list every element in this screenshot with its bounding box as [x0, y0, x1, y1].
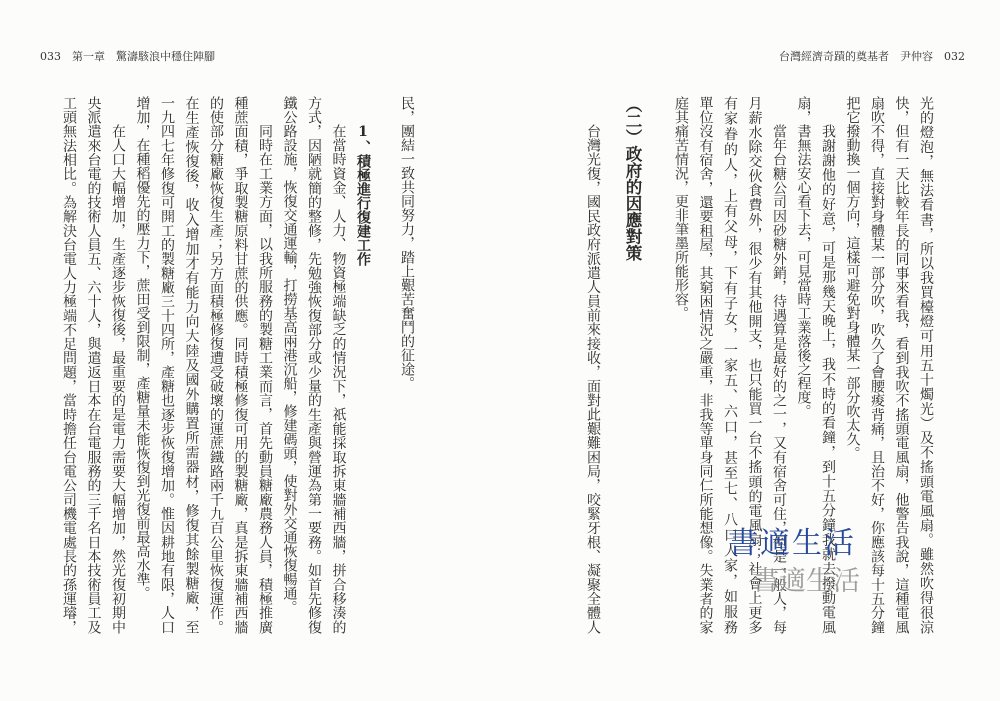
right-page-line: 月薪水除交伙食費外，很少有其他開支，也只能買一台不搖頭的電風扇；社會上更多	[746, 96, 763, 634]
section-heading: （二）政府的因應對策	[623, 96, 642, 261]
left-page-line: 民，團結一致共同努力，踏上艱苦奮鬥的征途。	[399, 96, 415, 390]
left-page-body	[57, 96, 420, 634]
right-page-line: 庭其痛苦情況，更非筆墨所能形容。	[673, 96, 689, 320]
left-page-line: 方式，因陋就簡的整修，先勉強恢復部分或少量的生產與營運為第一要務。如首先修復	[306, 96, 322, 634]
left-page-line: 工頭無法相比。為解決台電人力極端不足問題，當時擔任台電公司機電處長的孫運璿，	[61, 96, 77, 634]
right-page-running-header: 台灣經濟奇蹟的奠基者 尹仲容 032	[779, 50, 965, 63]
left-page-line: 一九四七年修復可開工的製糖廠三十四所，產糖也逐步恢復增加。惟因耕地有限，人口	[159, 96, 175, 634]
watermark-primary: 書適生活	[728, 526, 856, 561]
right-page-line: 快，但有一天比較年長的同事來看我，看到我吹不搖頭電風扇，他警告我說，這種電風	[893, 96, 910, 634]
right-page-body	[581, 96, 939, 634]
left-page-line: 同時在工業方面，以我所服務的製糖工業而言，首先動員糖廠農務人員，積極推廣	[257, 124, 273, 634]
right-page-line: 扇，書無法安心看下去，可見當時工業落後之程度。	[795, 96, 812, 418]
left-page-running-header: 033 第一章 驚濤駭浪中穩住陣腳	[40, 50, 215, 63]
right-page-line: 單位沒有宿舍，還要租屋，其窮困情況之嚴重，非我等單身同仁所能想像。失業者的家	[697, 96, 714, 634]
left-page-line: 鐵公路設施，恢復交通運輸，打撈基高兩港沉船，修建碼頭，使對外交通恢復暢通。	[281, 96, 298, 614]
right-page-line: 我謝謝他的好意，可是那幾天晚上，我不時的看鐘，到十五分鐘我就去撥動電風	[820, 124, 836, 634]
left-page-line: 央派遣來台電的技術人員五、六十人，與遣返日本在台電服務的三千名日本技術員工及	[85, 96, 102, 634]
left-page-line: 種蔗面積，爭取製糖原料甘蔗的供應。同時積極修復可用的製糖廠，真是拆東牆補西牆	[232, 96, 249, 634]
left-page-line: 增加，在種稻優先的壓力下，蔗田受到限制，產糖量未能恢復到光復前最高水準。	[134, 96, 151, 600]
subsection-heading: 1、積極進行復建工作	[355, 124, 371, 266]
left-page-line: 在人口大幅增加，生產逐步恢復後，最重要的是電力需要大幅增加，然光復初期中	[110, 124, 126, 634]
left-page-line: 在生產恢復後，收入增加才有能力向大陸及國外購置所需器材，修復其餘製糖廠，至	[183, 96, 200, 634]
right-page-line: 扇吹不得，直接對身體某一部分吹，吹久了會腰痠背痛，且治不好，你應該每十五分鐘	[869, 96, 885, 634]
watermark-secondary: 書適生活	[752, 566, 860, 597]
left-page-line: 在當時資金、人力、物資極端缺乏的情況下，祇能採取拆東牆補西牆，拼合移湊的	[330, 124, 347, 634]
right-page-line: 光的燈泡，無法看書，所以我買檯燈可用五十燭光）及不搖頭電風扇。雖然吹得很涼	[918, 96, 934, 634]
left-page-line: 的使部分糖廠恢復生產；另方面積極修復遭受破壞的運蔗鐵路兩千九百公里恢復運作。	[208, 96, 224, 634]
right-page-line: 台灣光復，國民政府派遣人員前來接收，面對此艱難困局，咬緊牙根、凝聚全體人	[585, 124, 601, 634]
right-page-line: 當年台糖公司因砂糖外銷，待遇算是最好的之一，又有宿舍可住，但是一般人，每	[771, 124, 787, 634]
right-page-line: 把它撥動換一個方向，這樣可避免對身體某一部分吹太久。	[844, 96, 861, 460]
right-page-line: 有家眷的人，上有父母，下有子女，一家五、六口，甚至七、八口人家，如服務	[722, 96, 738, 634]
